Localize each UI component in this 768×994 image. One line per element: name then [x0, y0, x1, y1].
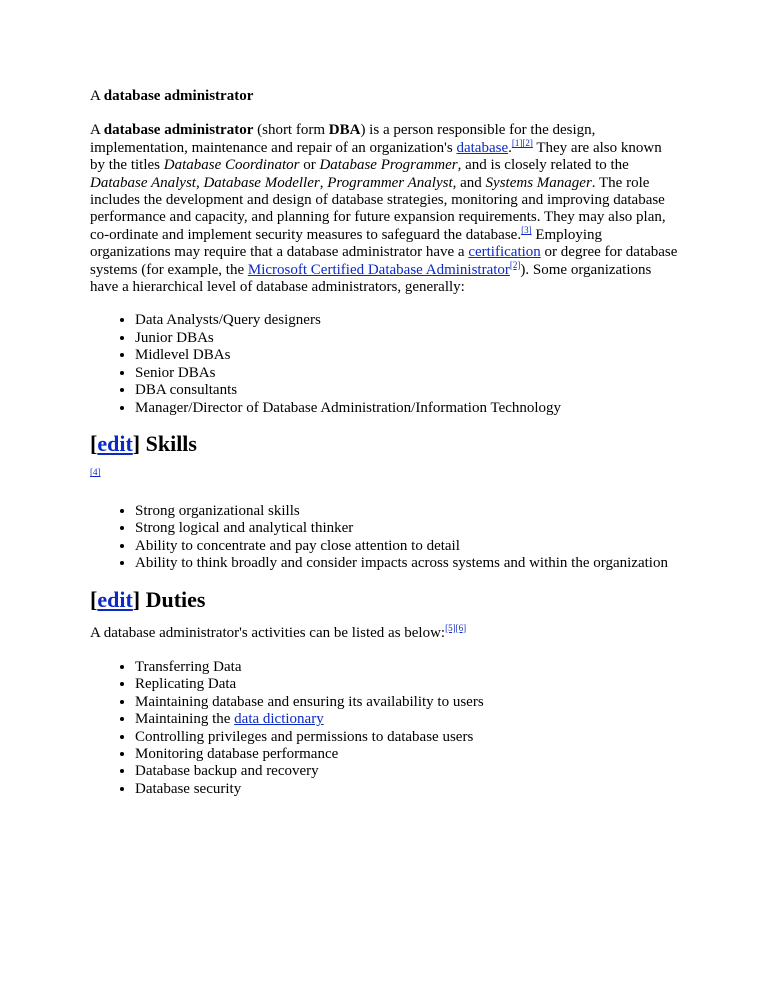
reference-2-link[interactable]: [2]: [509, 259, 521, 270]
list-item: • Midlevel DBAs: [135, 347, 680, 364]
list-item: • Strong logical and analytical thinker: [135, 520, 680, 537]
para-italic-title: Systems Manager: [485, 174, 592, 191]
bracket: ]: [132, 586, 146, 612]
duties-list: [90, 659, 680, 798]
list-item: • Data Analysts/Query designers: [135, 312, 680, 329]
para-text: They are also known by the titles: [90, 139, 662, 174]
list-item: • Controlling privileges and permissions to database users: [135, 729, 680, 746]
duties-title: Duties: [145, 586, 206, 612]
list-item: • Manager/Director of Database Administration/Information Technology: [135, 400, 680, 417]
para-italic-title: Database Programmer: [319, 157, 458, 174]
list-item: [135, 711, 680, 728]
skills-edit-link[interactable]: edit: [97, 430, 133, 456]
duties-intro-text: A database administrator's activities can be listed as below:: [90, 624, 446, 641]
intro-title-prefix: A: [90, 88, 104, 104]
skills-title: Skills: [145, 430, 197, 456]
intro-title-bold: database administrator: [103, 88, 254, 104]
para-italic-title: Database Analyst: [90, 174, 196, 191]
para-text: (short form: [253, 122, 329, 139]
reference-5-6-link[interactable]: [5][6]: [445, 622, 467, 633]
list-item: • Maintaining database and ensuring its availability to users: [135, 694, 680, 711]
list-item: • Replicating Data: [135, 676, 680, 693]
bracket: ]: [132, 430, 146, 456]
para-text: or degree for database systems (for example, the: [90, 244, 678, 278]
para-text: ). Some organizations have a hierarchical level of database administrators, generally:: [90, 261, 652, 296]
list-item: • Database backup and recovery: [135, 763, 680, 780]
list-item: • Senior DBAs: [135, 365, 680, 382]
skills-list: [90, 503, 680, 573]
para-italic-title: Programmer Analyst: [327, 174, 453, 191]
list-item: • Transferring Data: [135, 659, 680, 676]
database-link[interactable]: database: [456, 139, 509, 156]
list-item-text: Maintaining the: [135, 711, 235, 728]
para-text: or: [299, 157, 320, 174]
para-text: ,: [319, 174, 328, 191]
list-item: • Strong organizational skills: [135, 503, 680, 520]
para-text: A: [90, 122, 104, 139]
list-item: • Ability to think broadly and consider impacts across systems and within the organization: [135, 555, 680, 572]
para-text: . The role includes the development and design of database strategies, monitoring and improving database performance and capacity, and planning for future expansion requirements. They may also plan, co-ordinate and implement security measures to safeguard the database.: [90, 174, 666, 243]
para-bold-abbrev: DBA: [328, 122, 361, 139]
para-italic-title: Database Modeller: [203, 174, 320, 191]
article-content: [90, 88, 680, 798]
para-italic-title: Database Coordinator: [163, 157, 300, 174]
duties-intro: [90, 622, 680, 642]
para-text: ,: [195, 174, 204, 191]
skills-heading: [90, 431, 680, 457]
reference-1-2-link[interactable]: [1][2]: [511, 137, 533, 148]
main-paragraph: [90, 122, 680, 296]
reference-4-link[interactable]: [4]: [90, 466, 101, 477]
mcdba-link[interactable]: Microsoft Certified Database Administrator: [247, 261, 510, 278]
data-dictionary-link[interactable]: data dictionary: [234, 711, 324, 728]
certification-link[interactable]: certification: [468, 244, 541, 261]
dba-levels-list: [90, 312, 680, 416]
para-text: , and: [452, 174, 486, 191]
para-text: .: [508, 139, 512, 156]
list-item: • Monitoring database performance: [135, 746, 680, 763]
bracket: [: [90, 586, 98, 612]
para-text: , and is closely related to the: [457, 157, 629, 174]
para-text: ) is a person responsible for the design, implementation, maintenance and repair of an organization's: [90, 122, 596, 156]
para-text: Employing organizations may require that a database administrator have a: [90, 226, 603, 261]
duties-edit-link[interactable]: edit: [97, 586, 133, 612]
list-item: • Junior DBAs: [135, 330, 680, 347]
list-item: • Ability to concentrate and pay close attention to detail: [135, 538, 680, 555]
list-item: • Database security: [135, 781, 680, 798]
bracket: [: [90, 430, 98, 456]
para-bold-term: database administrator: [103, 122, 254, 139]
duties-heading: [90, 587, 680, 613]
skills-reference: [90, 467, 680, 477]
list-item: • DBA consultants: [135, 382, 680, 399]
reference-3-link[interactable]: [3]: [521, 224, 532, 235]
intro-title: [90, 88, 680, 105]
